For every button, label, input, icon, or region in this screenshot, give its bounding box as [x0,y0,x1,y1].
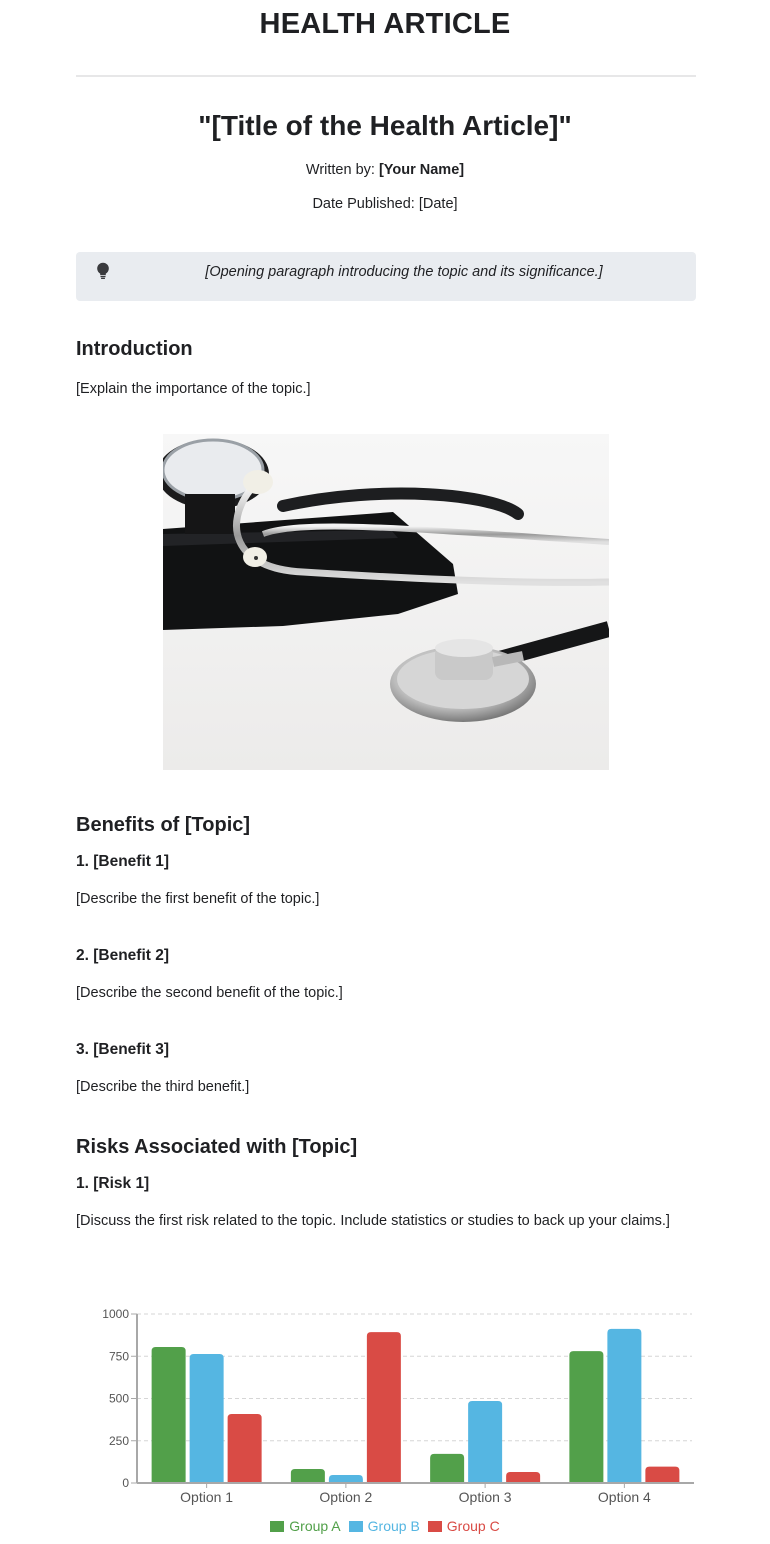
bar-group-b[interactable] [607,1329,641,1483]
benefit-1-title: 1. [Benefit 1] [76,853,170,870]
legend-item-group-b[interactable] [349,1518,420,1534]
legend-label: Group A [289,1518,341,1534]
author-name: [Your Name] [378,162,465,178]
article-title: "[Title of the Health Article]" [198,110,572,141]
legend-item-group-c[interactable] [428,1518,500,1534]
x-tick-label: Option 3 [458,1489,512,1505]
benefit-3-title: 3. [Benefit 3] [76,1041,170,1058]
benefit-1-body: [Describe the first benefit of the topic.] [76,891,320,907]
date-value: [Date] [418,196,458,212]
callout-text: [Opening paragraph introducing the topic and its significance.] [205,264,603,280]
date-published [0,196,770,212]
x-tick-label: Option 1 [180,1489,234,1505]
y-tick-label: 750 [108,1349,129,1364]
bar-group-a[interactable] [430,1454,464,1483]
benefit-2-body: [Describe the second benefit of the topic.] [76,985,343,1001]
legend-label: Group C [446,1518,500,1534]
introduction-heading: Introduction [76,338,193,360]
grouped-bar-chart [90,1300,710,1544]
benefit-2-title: 2. [Benefit 2] [76,947,170,964]
bar-group-c[interactable] [367,1332,401,1483]
bar-group-a[interactable] [291,1469,325,1483]
benefits-heading: Benefits of [Topic] [76,814,251,836]
legend-item-group-a[interactable] [270,1518,340,1534]
risk-1-body: [Discuss the first risk related to the topic. Include statistics or studies to back up your claims.] [76,1213,670,1229]
chart-legend [0,1518,770,1534]
y-tick-label: 0 [122,1476,129,1490]
bar-group-b[interactable] [468,1401,502,1483]
x-tick-label: Option 4 [597,1489,651,1505]
introduction-body: [Explain the importance of the topic.] [76,381,311,397]
legend-swatch-icon [349,1521,363,1532]
y-tick-label: 500 [108,1391,129,1406]
bar-group-b[interactable] [329,1475,363,1483]
legend-swatch-icon [428,1521,442,1532]
y-tick-label: 1000 [102,1307,129,1321]
bar-group-c[interactable] [645,1467,679,1483]
risk-1-title: 1. [Risk 1] [76,1175,150,1192]
stethoscope-image [163,434,609,770]
legend-swatch-icon [270,1521,284,1532]
bar-group-c[interactable] [228,1414,262,1483]
benefit-3-body: [Describe the third benefit.] [76,1079,250,1095]
bar-group-a[interactable] [569,1351,603,1483]
risks-heading: Risks Associated with [Topic] [76,1136,358,1158]
document-header: HEALTH ARTICLE [259,8,511,40]
bar-group-c[interactable] [506,1472,540,1483]
y-tick-label: 250 [108,1433,129,1448]
chart-canvas [90,1300,710,1510]
byline [0,162,770,178]
bar-group-a[interactable] [152,1347,186,1483]
bar-group-b[interactable] [190,1354,224,1483]
opening-callout [76,252,696,301]
x-tick-label: Option 2 [319,1489,373,1505]
date-label: Date Published: [312,196,419,212]
header-divider [76,75,696,77]
legend-label: Group B [367,1518,420,1534]
byline-label: Written by: [305,162,379,178]
